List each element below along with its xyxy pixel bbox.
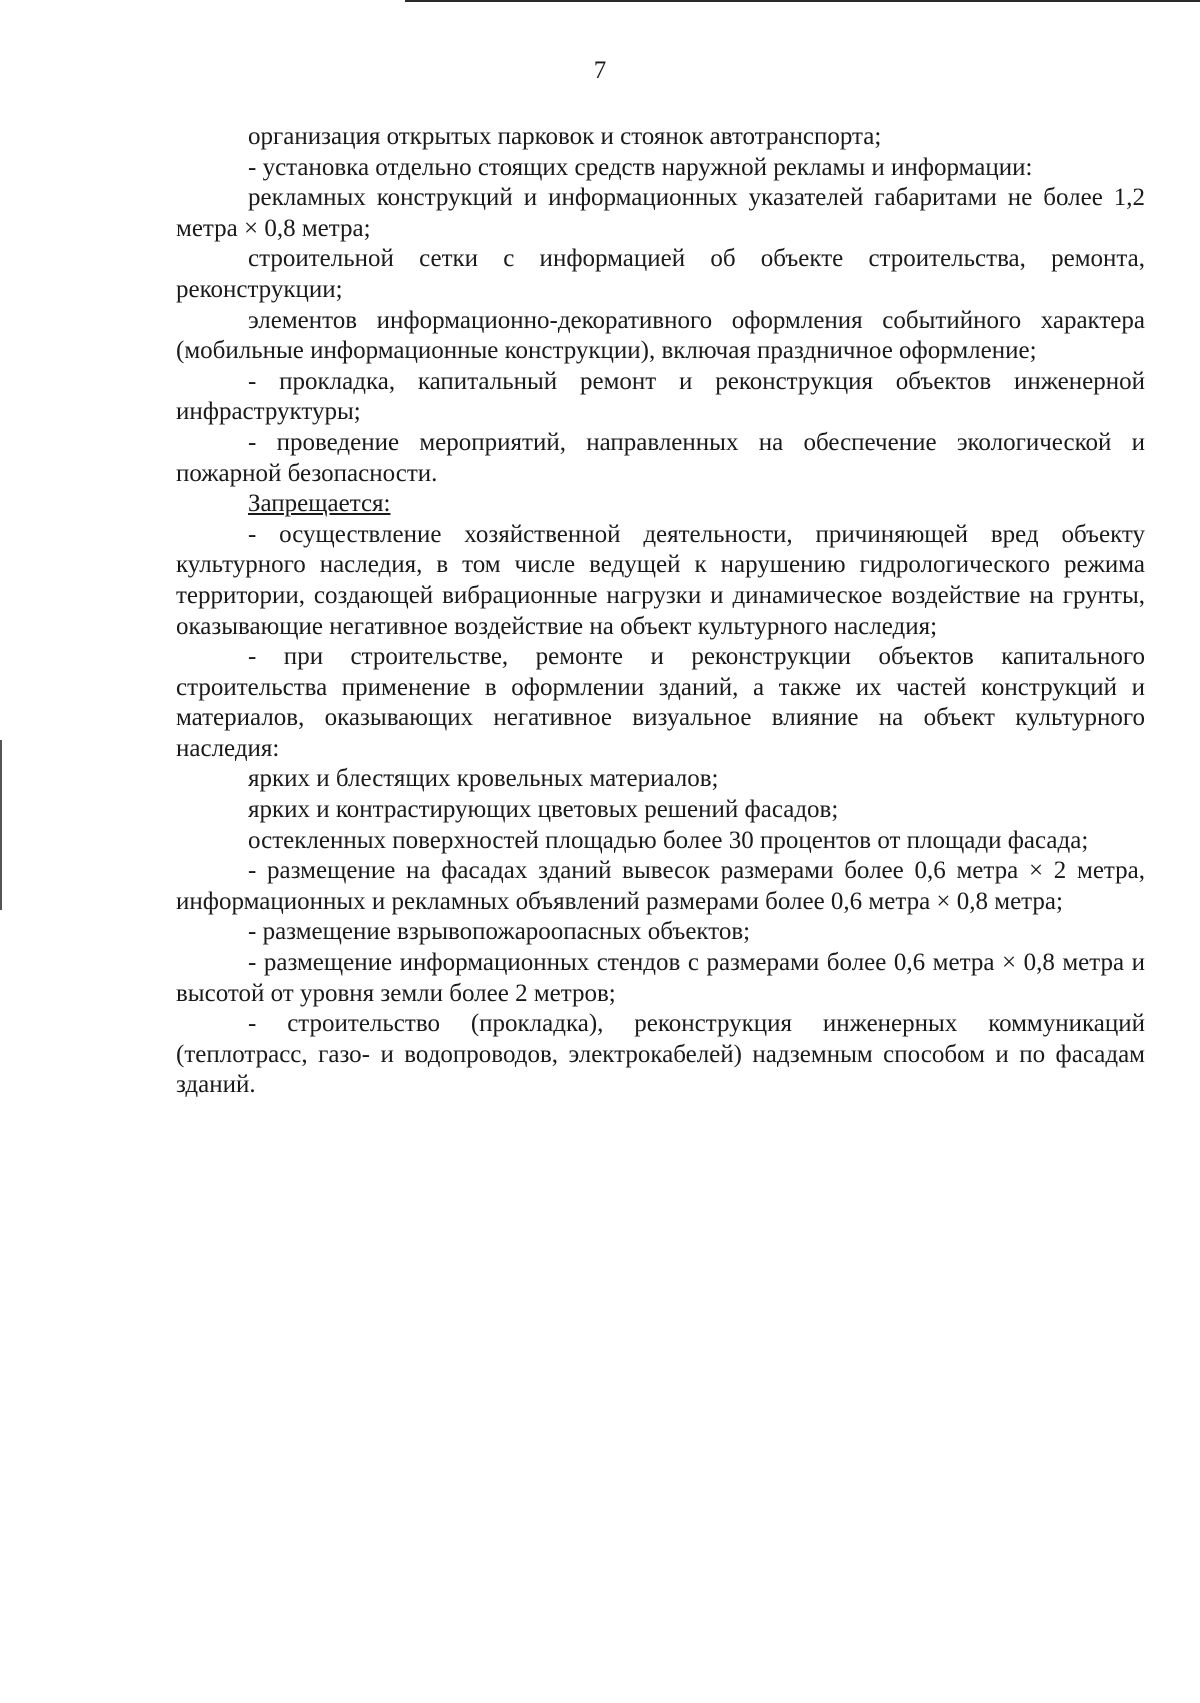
paragraph: строительной сетки с информацией об объекте строительства, ремонта, реконструкции; [176, 245, 1145, 303]
paragraph: - размещение на фасадах зданий вывесок размерами более 0,6 метра × 2 метра, информационных и рекламных объявлений размерами более 0,6 метра × 0,8 метра; [176, 857, 1145, 915]
paragraph: - при строительстве, ремонте и реконструкции объектов капитального строительства применение в оформлении зданий, а также их частей конструкций и материалов, оказывающих негативное визуальное влияние на объект культурного наследия: [176, 643, 1145, 762]
scan-edge-top [405, 0, 1200, 2]
section-heading-prohibited [176, 489, 1145, 520]
paragraph: ярких и контрастирующих цветовых решений фасадов; [248, 796, 839, 824]
paragraph: - строительство (прокладка), реконструкция инженерных коммуникаций (теплотрасс, газо- и водопроводов, электрокабелей) надземным способом и по фасадам зданий. [176, 1010, 1145, 1099]
paragraph: - осуществление хозяйственной деятельности, причиняющей вред объекту культурного наследия, в том числе ведущей к нарушению гидрологического режима территории, создающей вибрационные нагрузки и динамическое воздействие на грунты, оказывающие негативное воздействие на объект культурного наследия; [176, 520, 1145, 640]
paragraph: организация открытых парковок и стоянок автотранспорта; [248, 123, 882, 150]
paragraph: - установка отдельно стоящих средств наружной рекламы и информации: [248, 153, 1033, 181]
paragraph: ярких и блестящих кровельных материалов; [248, 765, 719, 793]
paragraph: - размещение информационных стендов с размерами более 0,6 метра × 0,8 метра и высотой от уровня земли более 2 метров; [176, 949, 1145, 1007]
paragraph: рекламных конструкций и информационных указателей габаритами не более 1,2 метра × 0,8 метра; [176, 184, 1145, 242]
paragraph: элементов информационно-декоративного оформления событийного характера (мобильные информационные конструкции), включая праздничное оформление; [176, 306, 1145, 365]
paragraph: - размещение взрывопожароопасных объектов; [248, 918, 751, 946]
paragraph: - прокладка, капитальный ремонт и реконструкция объектов инженерной инфраструктуры; [176, 367, 1145, 426]
scan-edge-left [0, 740, 2, 910]
paragraph: - проведение мероприятий, направленных на обеспечение экологической и пожарной безопасности. [176, 428, 1145, 487]
document-body [176, 122, 1145, 1101]
section-heading-text: Запрещается: [248, 490, 391, 518]
page-number: 7 [593, 57, 607, 84]
paragraph: остекленных поверхностей площадью более 30 процентов от площади фасада; [248, 826, 1089, 854]
